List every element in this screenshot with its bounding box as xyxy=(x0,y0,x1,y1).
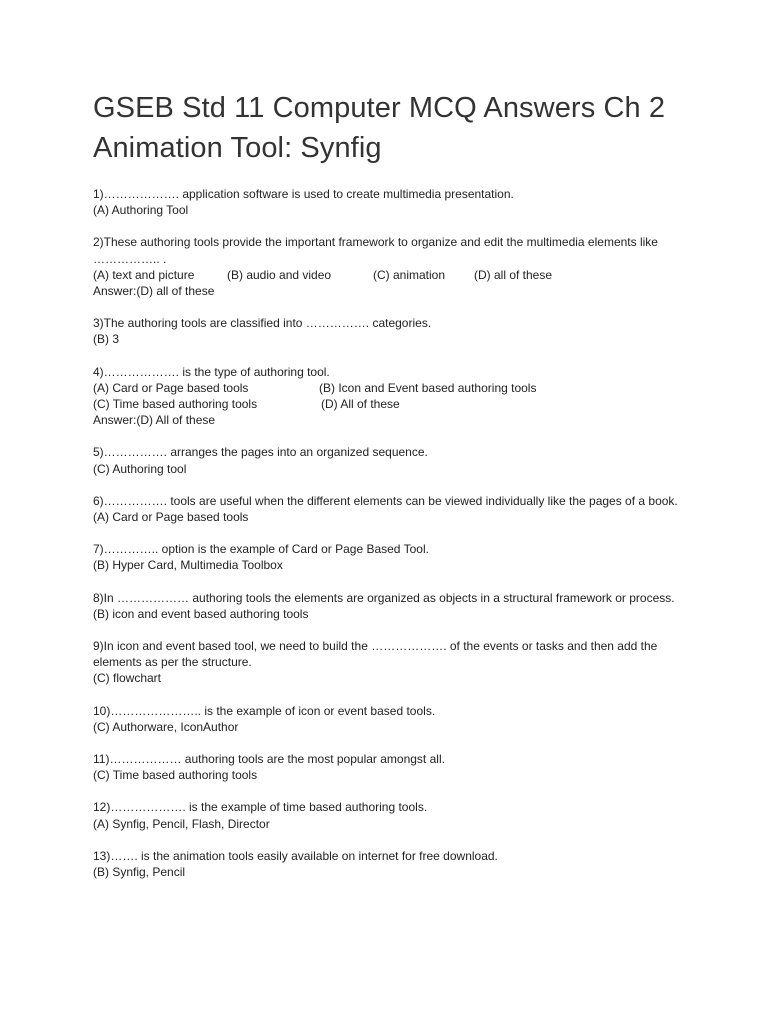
question-text: 9)In icon and event based tool, we need to build the ………………. of the events or tasks and then add the elements as per the structure. xyxy=(93,639,658,670)
question-text: 7)………….. option is the example of Card or Page Based Tool. xyxy=(93,542,429,557)
answer-text: (C) Time based authoring tools xyxy=(93,768,258,783)
answer-text: (B) Hyper Card, Multimedia Toolbox xyxy=(93,558,283,573)
options-row-2 xyxy=(93,396,678,412)
question-list xyxy=(93,186,678,880)
answer-text: (B) icon and event based authoring tools xyxy=(93,606,309,621)
question-12 xyxy=(93,799,678,831)
question-text: 6)……………. tools are useful when the different elements can be viewed individually like the pages of a book. xyxy=(93,493,678,508)
title-line-1: GSEB Std 11 Computer MCQ Answers Ch 2 xyxy=(93,92,666,124)
answer-text: (B) 3 xyxy=(93,332,120,347)
answer-text: (C) Authoring tool xyxy=(93,461,187,476)
answer-text: Answer:(D) All of these xyxy=(93,413,216,428)
question-text: 10)………………….. is the example of icon or event based tools. xyxy=(93,703,436,718)
option-a: (A) Card or Page based tools xyxy=(93,380,249,395)
option-c: (C) Time based authoring tools xyxy=(93,397,258,412)
question-8 xyxy=(93,590,678,622)
question-10 xyxy=(93,703,678,735)
option-c: (C) animation xyxy=(373,267,446,282)
question-text: 1)………………. application software is used to create multimedia presentation. xyxy=(93,187,514,201)
question-9 xyxy=(93,638,678,687)
page-title xyxy=(93,0,678,168)
answer-text: (C) Authorware, IconAuthor xyxy=(93,719,239,734)
question-5 xyxy=(93,444,678,476)
answer-text: Answer:(D) all of these xyxy=(93,284,215,299)
question-text: 13)……. is the animation tools easily available on internet for free download. xyxy=(93,848,498,863)
option-a: (A) text and picture xyxy=(93,267,195,282)
options-row xyxy=(93,267,678,283)
question-4 xyxy=(93,364,678,429)
answer-text: (C) flowchart xyxy=(93,671,162,686)
question-text: 5)……………. arranges the pages into an organized sequence. xyxy=(93,445,428,460)
question-text: 2)These authoring tools provide the important framework to organize and edit the multimedia elements like …………….. . xyxy=(93,235,658,266)
option-d: (D) All of these xyxy=(321,397,400,412)
question-text: 11)……………… authoring tools are the most popular amongst all. xyxy=(93,752,445,767)
option-d: (D) all of these xyxy=(474,267,553,282)
question-11 xyxy=(93,751,678,783)
option-b: (B) audio and video xyxy=(227,267,332,282)
question-text: 3)The authoring tools are classified into ……………. categories. xyxy=(93,316,432,331)
answer-text: (A) Synfig, Pencil, Flash, Director xyxy=(93,816,270,831)
options-row-1 xyxy=(93,380,678,396)
question-7 xyxy=(93,541,678,573)
question-3 xyxy=(93,315,678,347)
title-line-2: Animation Tool: Synfig xyxy=(93,132,382,164)
answer-text: (A) Authoring Tool xyxy=(93,203,189,218)
question-text: 12)………………. is the example of time based authoring tools. xyxy=(93,800,428,815)
question-text: 4)………………. is the type of authoring tool. xyxy=(93,364,330,379)
question-13 xyxy=(93,848,678,880)
question-2 xyxy=(93,234,678,299)
answer-text: (A) Card or Page based tools xyxy=(93,510,249,525)
question-1 xyxy=(93,186,678,218)
answer-text: (B) Synfig, Pencil xyxy=(93,865,186,880)
question-6 xyxy=(93,493,678,525)
question-text: 8)In ……………… authoring tools the elements are organized as objects in a structural framework or process. xyxy=(93,590,675,605)
option-b: (B) Icon and Event based authoring tools xyxy=(319,380,537,395)
